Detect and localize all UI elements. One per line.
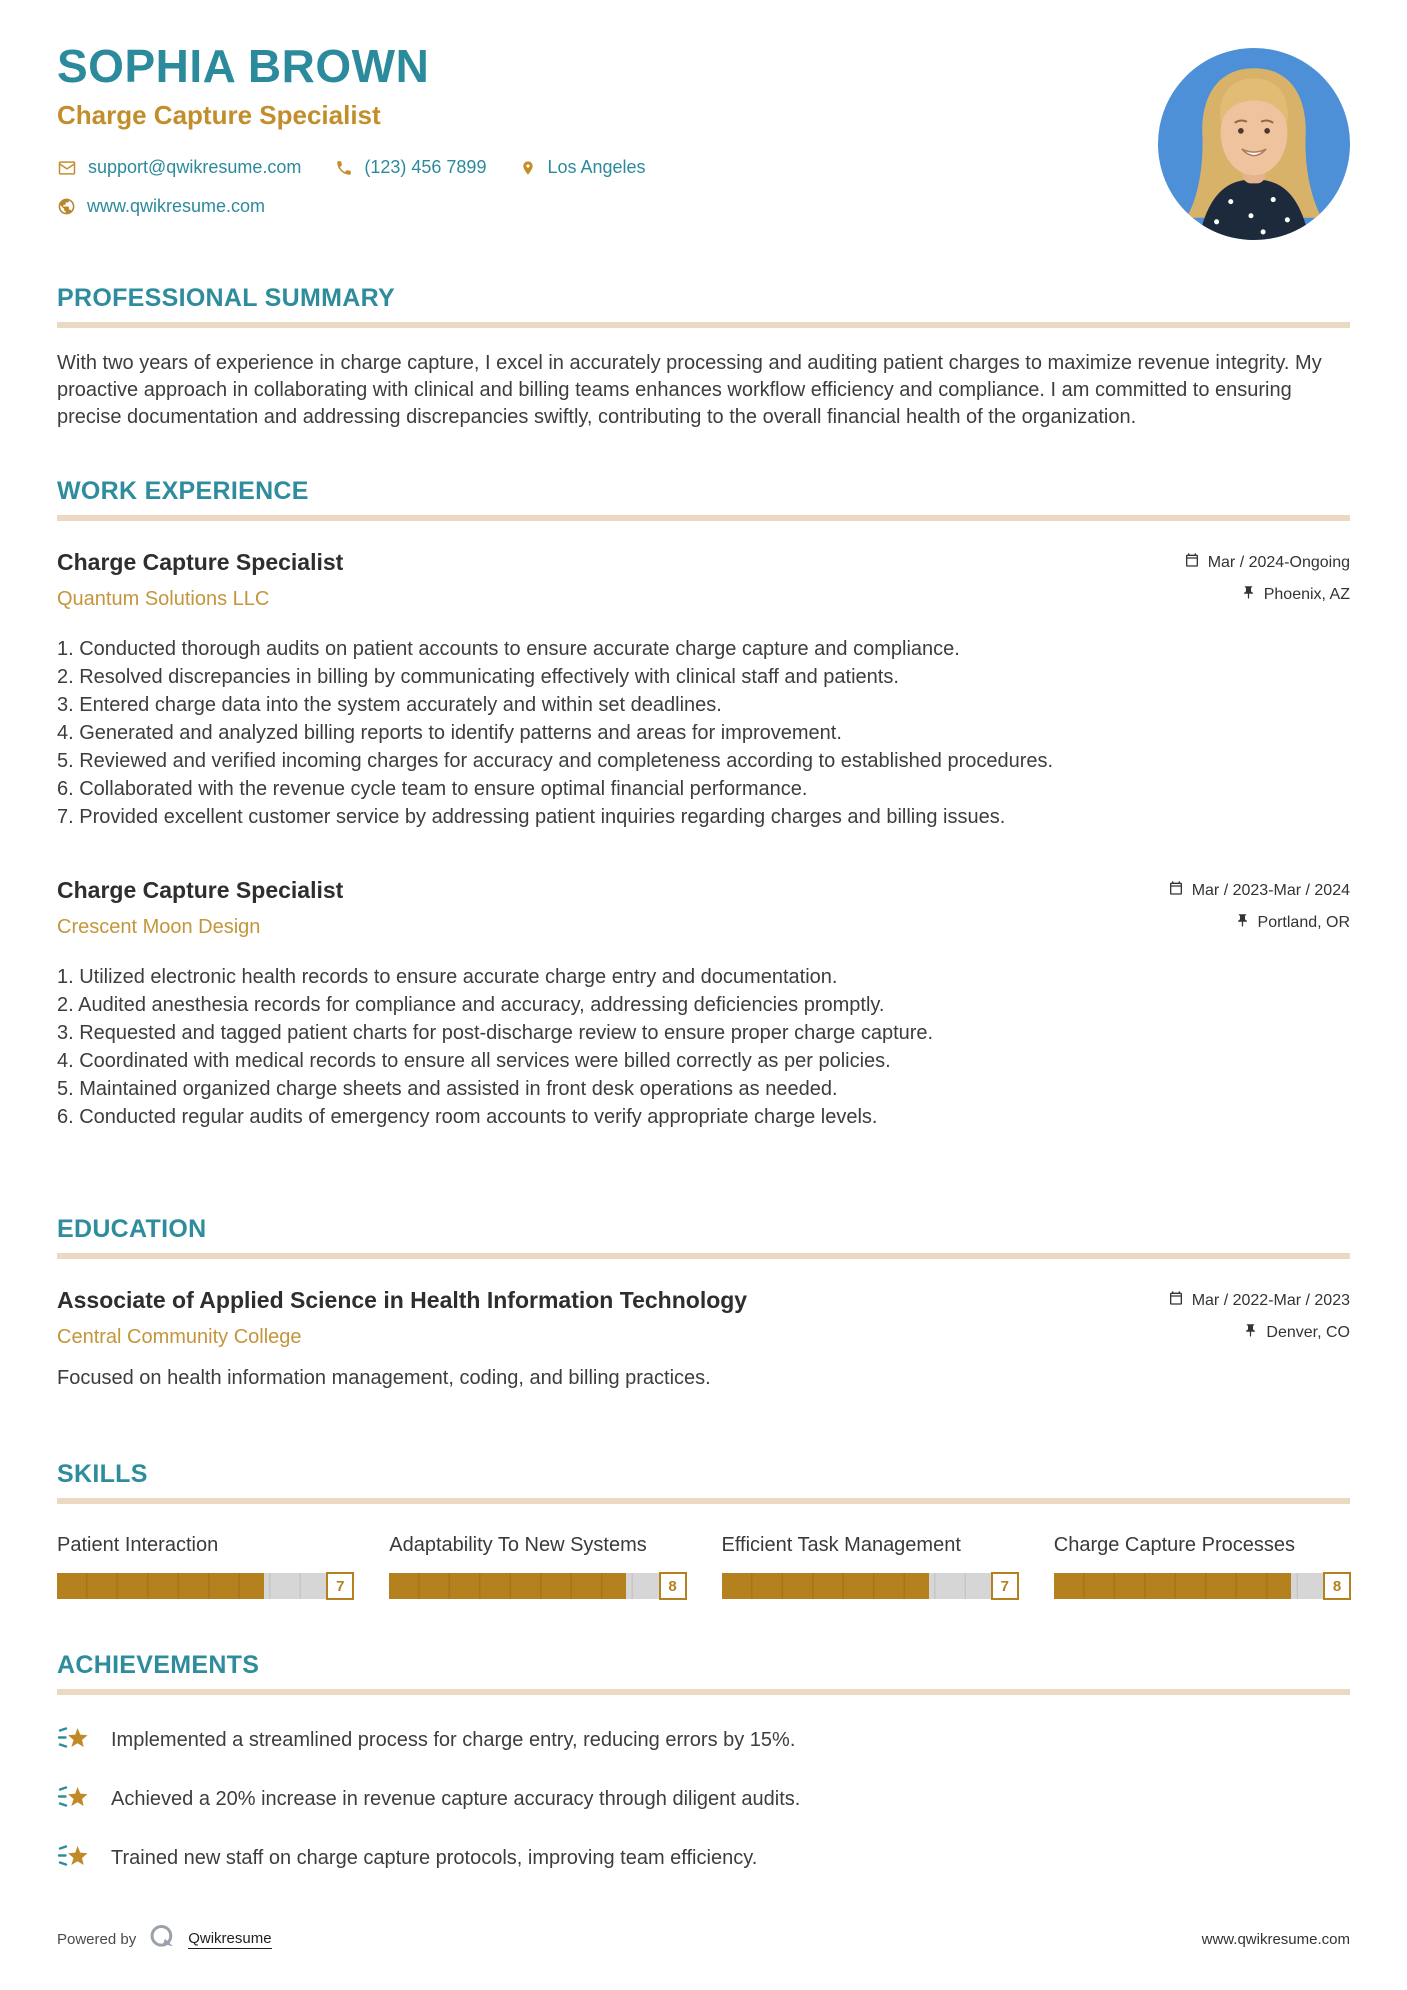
skill-level-badge: 7	[326, 1572, 354, 1600]
job-bullet: 3. Entered charge data into the system accurately and within set deadlines.	[57, 694, 722, 716]
achievement-star-icon	[57, 1723, 91, 1758]
summary-heading: PROFESSIONAL SUMMARY	[57, 284, 395, 312]
job-entry	[57, 877, 1350, 1131]
job-dates-line	[1168, 880, 1350, 901]
contact-location	[520, 157, 645, 178]
pushpin-icon	[1241, 585, 1256, 605]
skill-bar	[389, 1573, 685, 1599]
job-dates: Mar / 2023-Mar / 2024	[1191, 881, 1350, 899]
skill-bar	[722, 1573, 1018, 1599]
achievements-heading: ACHIEVEMENTS	[57, 1651, 260, 1679]
skill-bar-fill	[57, 1573, 264, 1599]
job-bullet: 1. Conducted thorough audits on patient accounts to ensure accurate charge capture and compliance.	[57, 638, 960, 660]
contact-email	[57, 157, 301, 178]
profile-photo	[1158, 48, 1350, 240]
calendar-icon	[1184, 552, 1200, 573]
mail-icon	[57, 158, 77, 178]
skill-item	[1054, 1532, 1350, 1599]
pushpin-icon	[1243, 1323, 1258, 1343]
skill-bar-fill	[722, 1573, 929, 1599]
achievement-item	[57, 1723, 1350, 1758]
job-bullet: 4. Coordinated with medical records to ensure all services were billed correctly as per policies.	[57, 1050, 891, 1072]
achievement-item	[57, 1782, 1350, 1817]
qwikresume-link[interactable]: Qwikresume	[188, 1930, 272, 1947]
location-pin-icon	[520, 158, 536, 178]
section-divider	[57, 1689, 1350, 1695]
job-location: Phoenix, AZ	[1263, 586, 1350, 603]
contact-website	[57, 196, 265, 217]
job-bullet: 6. Conducted regular audits of emergency room accounts to verify appropriate charge levels.	[57, 1106, 878, 1128]
section-divider	[57, 515, 1350, 521]
pushpin-icon	[1235, 913, 1250, 933]
job-bullet: 5. Reviewed and verified incoming charges for accuracy and completeness according to established procedures.	[57, 750, 1054, 772]
job-location: Portland, OR	[1257, 914, 1350, 931]
calendar-icon	[1168, 1290, 1184, 1311]
job-location-line	[1184, 585, 1350, 605]
education-description: Focused on health information management, coding, and billing practices.	[57, 1367, 711, 1389]
job-company: Crescent Moon Design	[57, 916, 261, 938]
job-bullet: 4. Generated and analyzed billing reports to identify patterns and areas for improvement.	[57, 722, 842, 744]
skill-item	[389, 1532, 685, 1599]
job-bullet: 2. Audited anesthesia records for compliance and accuracy, addressing deficiencies promptly.	[57, 994, 885, 1016]
skill-item	[722, 1532, 1018, 1599]
achievement-text: Trained new staff on charge capture protocols, improving team efficiency.	[111, 1847, 758, 1869]
job-dates-line	[1184, 552, 1350, 573]
calendar-icon	[1168, 880, 1184, 901]
section-divider	[57, 322, 1350, 328]
section-divider	[57, 1253, 1350, 1259]
location-text: Los Angeles	[547, 157, 646, 178]
job-header	[57, 877, 1350, 939]
achievement-text: Achieved a 20% increase in revenue capture accuracy through diligent audits.	[111, 1788, 801, 1810]
contact-phone	[335, 157, 486, 178]
footer-website: www.qwikresume.com	[1201, 1930, 1350, 1948]
section-work-experience	[57, 477, 1350, 1131]
education-location-line	[1168, 1323, 1350, 1343]
education-dates-line	[1168, 1290, 1350, 1311]
skill-bar-fill	[1054, 1573, 1291, 1599]
job-company: Quantum Solutions LLC	[57, 588, 270, 610]
degree-title: Associate of Applied Science in Health Information Technology	[57, 1287, 748, 1313]
phone-icon	[335, 159, 353, 177]
globe-icon	[57, 197, 76, 216]
section-education	[57, 1215, 1350, 1390]
achievement-star-icon	[57, 1841, 91, 1876]
skills-heading: SKILLS	[57, 1460, 148, 1488]
achievements-list	[57, 1723, 1350, 1876]
skills-grid	[57, 1532, 1350, 1599]
job-bullet: 5. Maintained organized charge sheets and assisted in front desk operations as needed.	[57, 1078, 838, 1100]
footer	[57, 1923, 1350, 1956]
work-heading: WORK EXPERIENCE	[57, 477, 309, 505]
achievement-item	[57, 1841, 1350, 1876]
education-entry	[57, 1287, 1350, 1390]
qwikresume-logo-icon	[148, 1923, 176, 1956]
skill-name: Efficient Task Management	[721, 1534, 961, 1556]
job-entry	[57, 549, 1350, 831]
education-location: Denver, CO	[1266, 1324, 1350, 1341]
skill-level-badge: 8	[1323, 1572, 1351, 1600]
job-bullet: 7. Provided excellent customer service by addressing patient inquiries regarding charges and billing issues.	[57, 806, 1006, 828]
skill-level-badge: 7	[991, 1572, 1019, 1600]
section-skills	[57, 1460, 1350, 1599]
contact-row	[57, 157, 646, 178]
job-bullet: 6. Collaborated with the revenue cycle team to ensure optimal financial performance.	[57, 778, 808, 800]
job-title: Charge Capture Specialist	[57, 549, 344, 575]
job-header	[57, 549, 1350, 611]
header	[57, 42, 1350, 240]
job-bullets	[57, 635, 1350, 831]
job-bullet: 2. Resolved discrepancies in billing by communicating effectively with clinical staff and patients.	[57, 666, 899, 688]
skill-level-badge: 8	[659, 1572, 687, 1600]
achievement-star-icon	[57, 1782, 91, 1817]
achievement-text: Implemented a streamlined process for charge entry, reducing errors by 15%.	[111, 1729, 796, 1751]
header-left	[57, 42, 646, 217]
skill-name: Charge Capture Processes	[1053, 1534, 1295, 1556]
job-bullet: 1. Utilized electronic health records to ensure accurate charge entry and documentation.	[57, 966, 838, 988]
job-dates: Mar / 2024-Ongoing	[1207, 553, 1350, 571]
section-divider	[57, 1498, 1350, 1504]
job-title: Charge Capture Specialist	[57, 877, 344, 903]
powered-by-label: Powered by	[57, 1931, 137, 1948]
skill-name: Patient Interaction	[57, 1534, 219, 1556]
school-name: Central Community College	[57, 1326, 302, 1348]
job-bullets	[57, 963, 1350, 1131]
job-location-line	[1168, 913, 1350, 933]
skill-bar	[57, 1573, 353, 1599]
skill-bar-fill	[389, 1573, 626, 1599]
education-dates: Mar / 2022-Mar / 2023	[1191, 1291, 1350, 1309]
summary-text: With two years of experience in charge capture, I excel in accurately processing and auditing patient charges to maximize revenue integrity. My proactive approach in collaborating with clinical and billing teams enhances workflow efficiency and compliance. I am committed to ensuring precise documentation and addressing discrepancies swiftly, contributing to the overall financial health of the organization.	[57, 352, 1322, 428]
person-title: Charge Capture Specialist	[57, 100, 381, 131]
profile-photo-image	[1158, 48, 1350, 240]
website-link[interactable]: www.qwikresume.com	[87, 196, 266, 217]
section-achievements	[57, 1651, 1350, 1876]
person-name: SOPHIA BROWN	[57, 40, 430, 92]
education-heading: EDUCATION	[57, 1215, 207, 1243]
skill-name: Adaptability To New Systems	[389, 1534, 647, 1556]
email-link[interactable]: support@qwikresume.com	[88, 157, 302, 178]
phone-number: (123) 456 7899	[364, 157, 487, 178]
skill-item	[57, 1532, 353, 1599]
skill-bar	[1054, 1573, 1350, 1599]
section-summary	[57, 284, 1350, 431]
contact-row-website	[57, 196, 646, 217]
job-bullet: 3. Requested and tagged patient charts for post-discharge review to ensure proper charge capture.	[57, 1022, 934, 1044]
